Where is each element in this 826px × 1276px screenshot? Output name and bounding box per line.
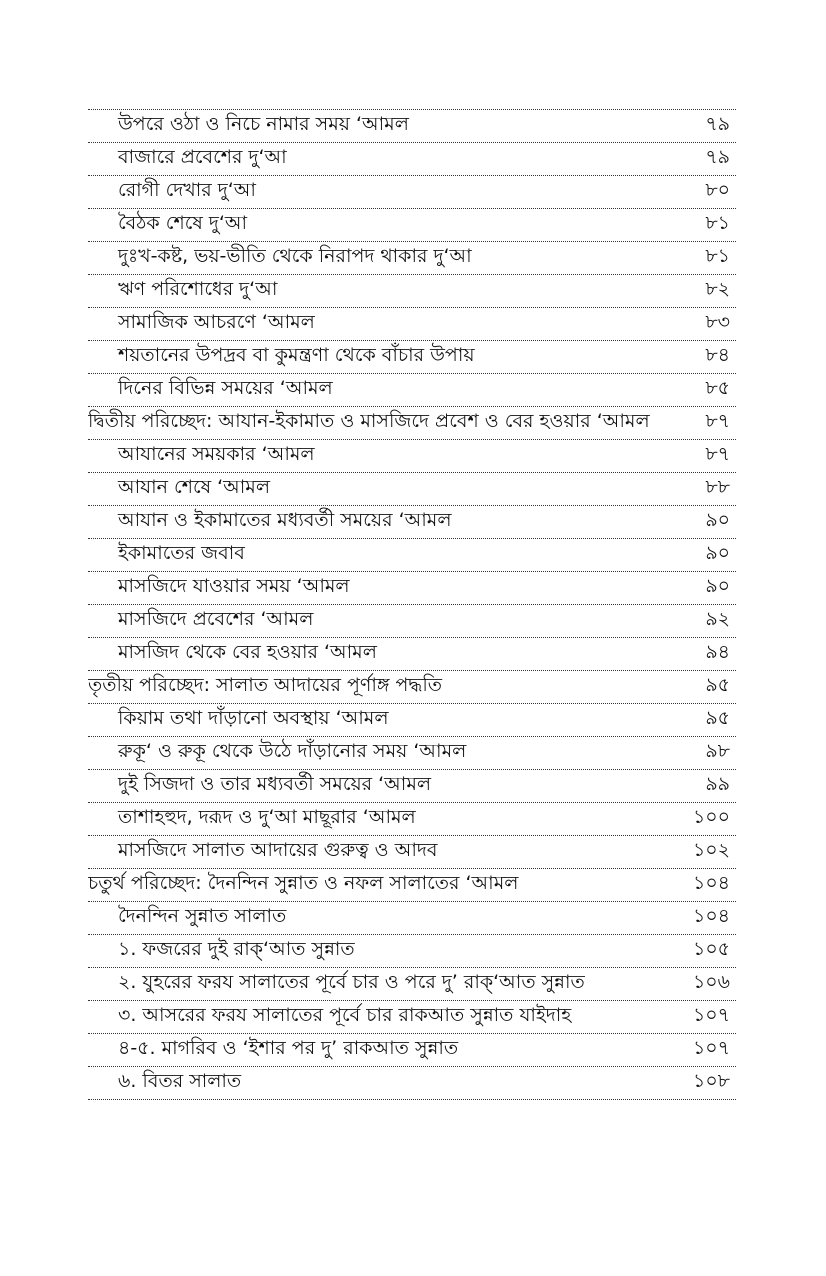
toc-page-number: ৮১ bbox=[705, 212, 730, 234]
toc-entry-title: রোগী দেখার দু‘আ bbox=[118, 179, 256, 201]
toc-page-number: ৯২ bbox=[705, 608, 730, 630]
toc-entry-row bbox=[88, 605, 736, 638]
toc-entry-title: বৈঠক শেষে দু‘আ bbox=[118, 212, 248, 234]
toc-page-number: ১০৬ bbox=[692, 971, 730, 993]
toc-page-number: ৮৪ bbox=[705, 344, 730, 366]
toc-page-number: ৯৫ bbox=[705, 674, 730, 696]
toc-entry-row bbox=[88, 110, 736, 143]
toc-page-number: ৯০ bbox=[705, 542, 730, 564]
toc-entry-row bbox=[88, 935, 736, 968]
toc-page-number: ১০২ bbox=[692, 839, 730, 861]
toc-page-number: ৮২ bbox=[705, 278, 730, 300]
toc-entry-row bbox=[88, 836, 736, 869]
toc-entry-row bbox=[88, 209, 736, 242]
toc-page-number: ৭৯ bbox=[705, 113, 730, 135]
toc-entry-row bbox=[88, 638, 736, 671]
toc-entry-row bbox=[88, 176, 736, 209]
toc-entry-title: রুকূ‘ ও রুকূ থেকে উঠে দাঁড়ানোর সময় ‘আমল bbox=[118, 740, 467, 762]
toc-entry-title: চতুর্থ পরিচ্ছেদ: দৈনন্দিন সুন্নাত ও নফল সালাতের ‘আমল bbox=[88, 872, 519, 894]
toc-entry-title: তৃতীয় পরিচ্ছেদ: সালাত আদায়ের পূর্ণাঙ্গ পদ্ধতি bbox=[88, 674, 443, 696]
toc-entry-row bbox=[88, 539, 736, 572]
toc-entry-title: উপরে ওঠা ও নিচে নামার সময় ‘আমল bbox=[118, 113, 409, 135]
toc-entry-title: মাসজিদে সালাত আদায়ের গুরুত্ব ও আদব bbox=[118, 839, 438, 861]
toc-entry-row bbox=[88, 1001, 736, 1034]
toc-entry-title: আযান শেষে ‘আমল bbox=[118, 476, 271, 498]
toc-page-number: ৮৮ bbox=[705, 476, 730, 498]
toc-entry-row bbox=[88, 968, 736, 1001]
toc-entry-title: কিয়াম তথা দাঁড়ানো অবস্থায় ‘আমল bbox=[118, 707, 389, 729]
toc-chapter-row bbox=[88, 407, 736, 440]
toc-entry-title: ইকামাতের জবাব bbox=[118, 542, 245, 564]
toc-chapter-row bbox=[88, 869, 736, 902]
toc-entry-title: ৪-৫. মাগরিব ও ‘ইশার পর দু’ রাকআত সুন্নাত bbox=[118, 1037, 459, 1059]
toc-page-number: ১০৭ bbox=[692, 1004, 730, 1026]
toc-page-number: ১০৫ bbox=[692, 938, 730, 960]
table-of-contents bbox=[88, 109, 736, 1100]
toc-page-number: ৮৭ bbox=[705, 410, 730, 432]
toc-entry-title: দৈনন্দিন সুন্নাত সালাত bbox=[118, 905, 287, 927]
toc-entry-title: মাসজিদে যাওয়ার সময় ‘আমল bbox=[118, 575, 350, 597]
toc-entry-title: আযানের সময়কার ‘আমল bbox=[118, 443, 315, 465]
toc-entry-row bbox=[88, 275, 736, 308]
toc-entry-row bbox=[88, 308, 736, 341]
toc-entry-row bbox=[88, 902, 736, 935]
toc-entry-row bbox=[88, 341, 736, 374]
toc-entry-row bbox=[88, 1034, 736, 1067]
toc-page-number: ৯০ bbox=[705, 575, 730, 597]
toc-entry-title: তাশাহহুদ, দরূদ ও দু‘আ মাছূরার ‘আমল bbox=[118, 806, 416, 828]
toc-page-number: ৮৭ bbox=[705, 443, 730, 465]
toc-entry-title: দুঃখ-কষ্ট, ভয়-ভীতি থেকে নিরাপদ থাকার দু‘আ bbox=[118, 245, 472, 267]
toc-entry-row bbox=[88, 242, 736, 275]
toc-entry-title: শয়তানের উপদ্রব বা কুমন্ত্রণা থেকে বাঁচার উপায় bbox=[118, 344, 475, 366]
toc-entry-title: আযান ও ইকামাতের মধ্যবর্তী সময়ের ‘আমল bbox=[118, 509, 452, 531]
toc-entry-row bbox=[88, 572, 736, 605]
toc-page-number: ৮০ bbox=[705, 179, 730, 201]
toc-entry-title: ১. ফজরের দুই রাক্‘আত সুন্নাত bbox=[118, 938, 355, 960]
toc-entry-row bbox=[88, 473, 736, 506]
toc-page-number: ১০৭ bbox=[692, 1037, 730, 1059]
toc-page-number: ৯৪ bbox=[705, 641, 730, 663]
toc-page-number: ৮৩ bbox=[705, 311, 730, 333]
toc-entry-title: মাসজিদ থেকে বের হওয়ার ‘আমল bbox=[118, 641, 377, 663]
toc-page-number: ৯৫ bbox=[705, 707, 730, 729]
toc-entry-row bbox=[88, 704, 736, 737]
toc-page-number: ১০৪ bbox=[692, 872, 730, 894]
toc-entry-title: সামাজিক আচরণে ‘আমল bbox=[118, 311, 315, 333]
toc-page-number: ৮১ bbox=[705, 245, 730, 267]
toc-entry-row bbox=[88, 143, 736, 176]
toc-entry-title: দুই সিজদা ও তার মধ্যবর্তী সময়ের ‘আমল bbox=[118, 773, 432, 795]
toc-entry-title: দিনের বিভিন্ন সময়ের ‘আমল bbox=[118, 377, 333, 399]
toc-page-number: ১০০ bbox=[692, 806, 730, 828]
toc-entry-title: ৩. আসরের ফরয সালাতের পূর্বে চার রাকআত সুন্নাত যাইদাহ bbox=[118, 1004, 572, 1026]
toc-entry-row bbox=[88, 770, 736, 803]
toc-page-number: ৭৯ bbox=[705, 146, 730, 168]
toc-page-number: ৯০ bbox=[705, 509, 730, 531]
toc-entry-row bbox=[88, 803, 736, 836]
toc-chapter-row bbox=[88, 671, 736, 704]
toc-page-number: ৯৮ bbox=[705, 740, 730, 762]
toc-page-number: ১০৮ bbox=[692, 1070, 730, 1092]
toc-entry-title: ৬. বিতর সালাত bbox=[118, 1070, 242, 1092]
toc-entry-title: ঋণ পরিশোধের দু‘আ bbox=[118, 278, 278, 300]
toc-entry-row bbox=[88, 374, 736, 407]
toc-entry-title: বাজারে প্রবেশের দু‘আ bbox=[118, 146, 287, 168]
toc-entry-row bbox=[88, 1067, 736, 1100]
toc-entry-row bbox=[88, 506, 736, 539]
toc-page-number: ৮৫ bbox=[705, 377, 730, 399]
toc-entry-title: মাসজিদে প্রবেশের ‘আমল bbox=[118, 608, 314, 630]
toc-entry-row bbox=[88, 737, 736, 770]
toc-page-number: ৯৯ bbox=[705, 773, 730, 795]
toc-entry-row bbox=[88, 440, 736, 473]
toc-entry-title: দ্বিতীয় পরিচ্ছেদ: আযান-ইকামাত ও মাসজিদে প্রবেশ ও বের হওয়ার ‘আমল bbox=[88, 410, 650, 432]
toc-page-number: ১০৪ bbox=[692, 905, 730, 927]
toc-entry-title: ২. যুহরের ফরয সালাতের পূর্বে চার ও পরে দু’ রাক্‘আত সুন্নাত bbox=[118, 971, 585, 993]
